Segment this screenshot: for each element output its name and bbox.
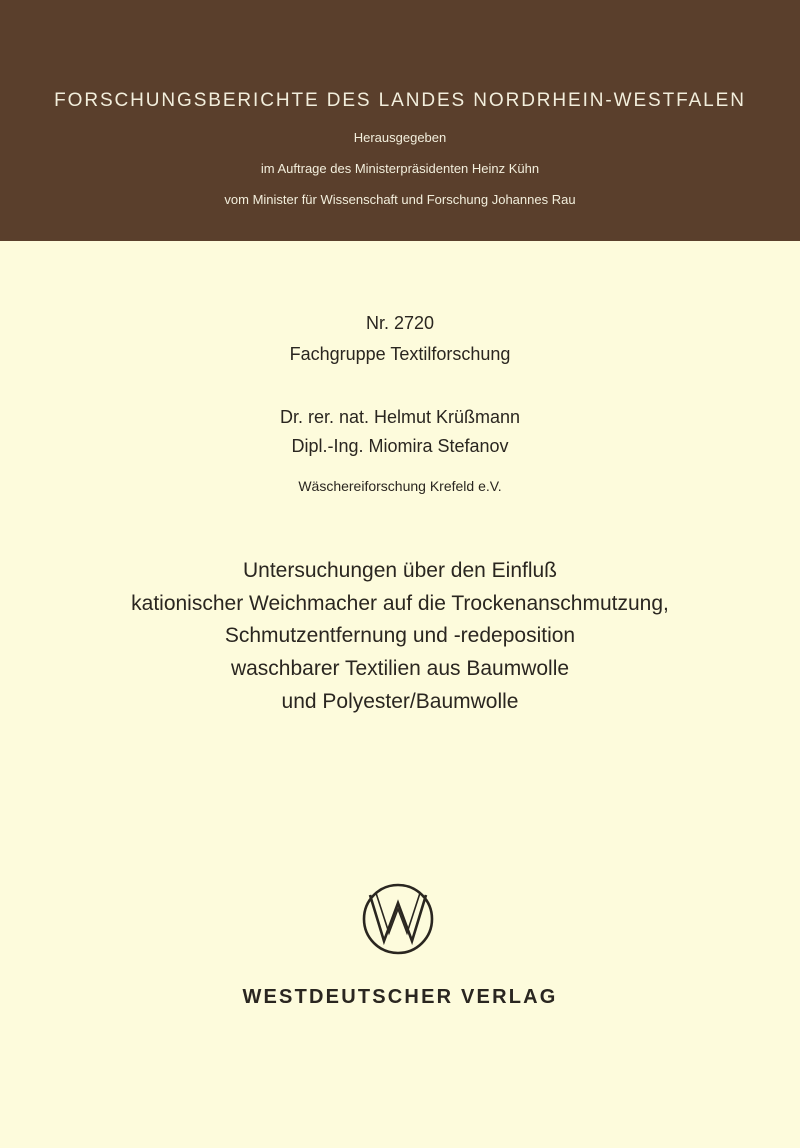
institution: Wäschereiforschung Krefeld e.V. [298,478,502,494]
publisher-logo-icon [360,881,436,957]
minister-line: vom Minister für Wissenschaft und Forschung Johannes Rau [224,192,576,207]
publisher-name: WESTDEUTSCHER VERLAG [242,986,558,1008]
report-number: Nr. 2720 [365,313,435,333]
commission-line: im Auftrage des Ministerpräsidenten Heinz Kühn [260,161,540,176]
title-line-5: und Polyester/Baumwolle [281,690,519,713]
author-1: Dr. rer. nat. Helmut Krüßmann [279,407,521,427]
title-line-4: waschbarer Textilien aus Baumwolle [230,657,570,680]
series-title: FORSCHUNGSBERICHTE DES LANDES NORDRHEIN-WESTFALEN [54,90,746,111]
title-line-1: Untersuchungen über den Einfluß [242,559,558,582]
subject-group: Fachgruppe Textilforschung [289,344,511,364]
author-2: Dipl.-Ing. Miomira Stefanov [291,436,509,456]
title-line-3: Schmutzentfernung und -redeposition [224,624,576,647]
header-band [0,0,800,241]
editor-line: Herausgegeben [353,130,447,145]
title-line-2: kationischer Weichmacher auf die Trockenanschmutzung, [131,592,669,615]
